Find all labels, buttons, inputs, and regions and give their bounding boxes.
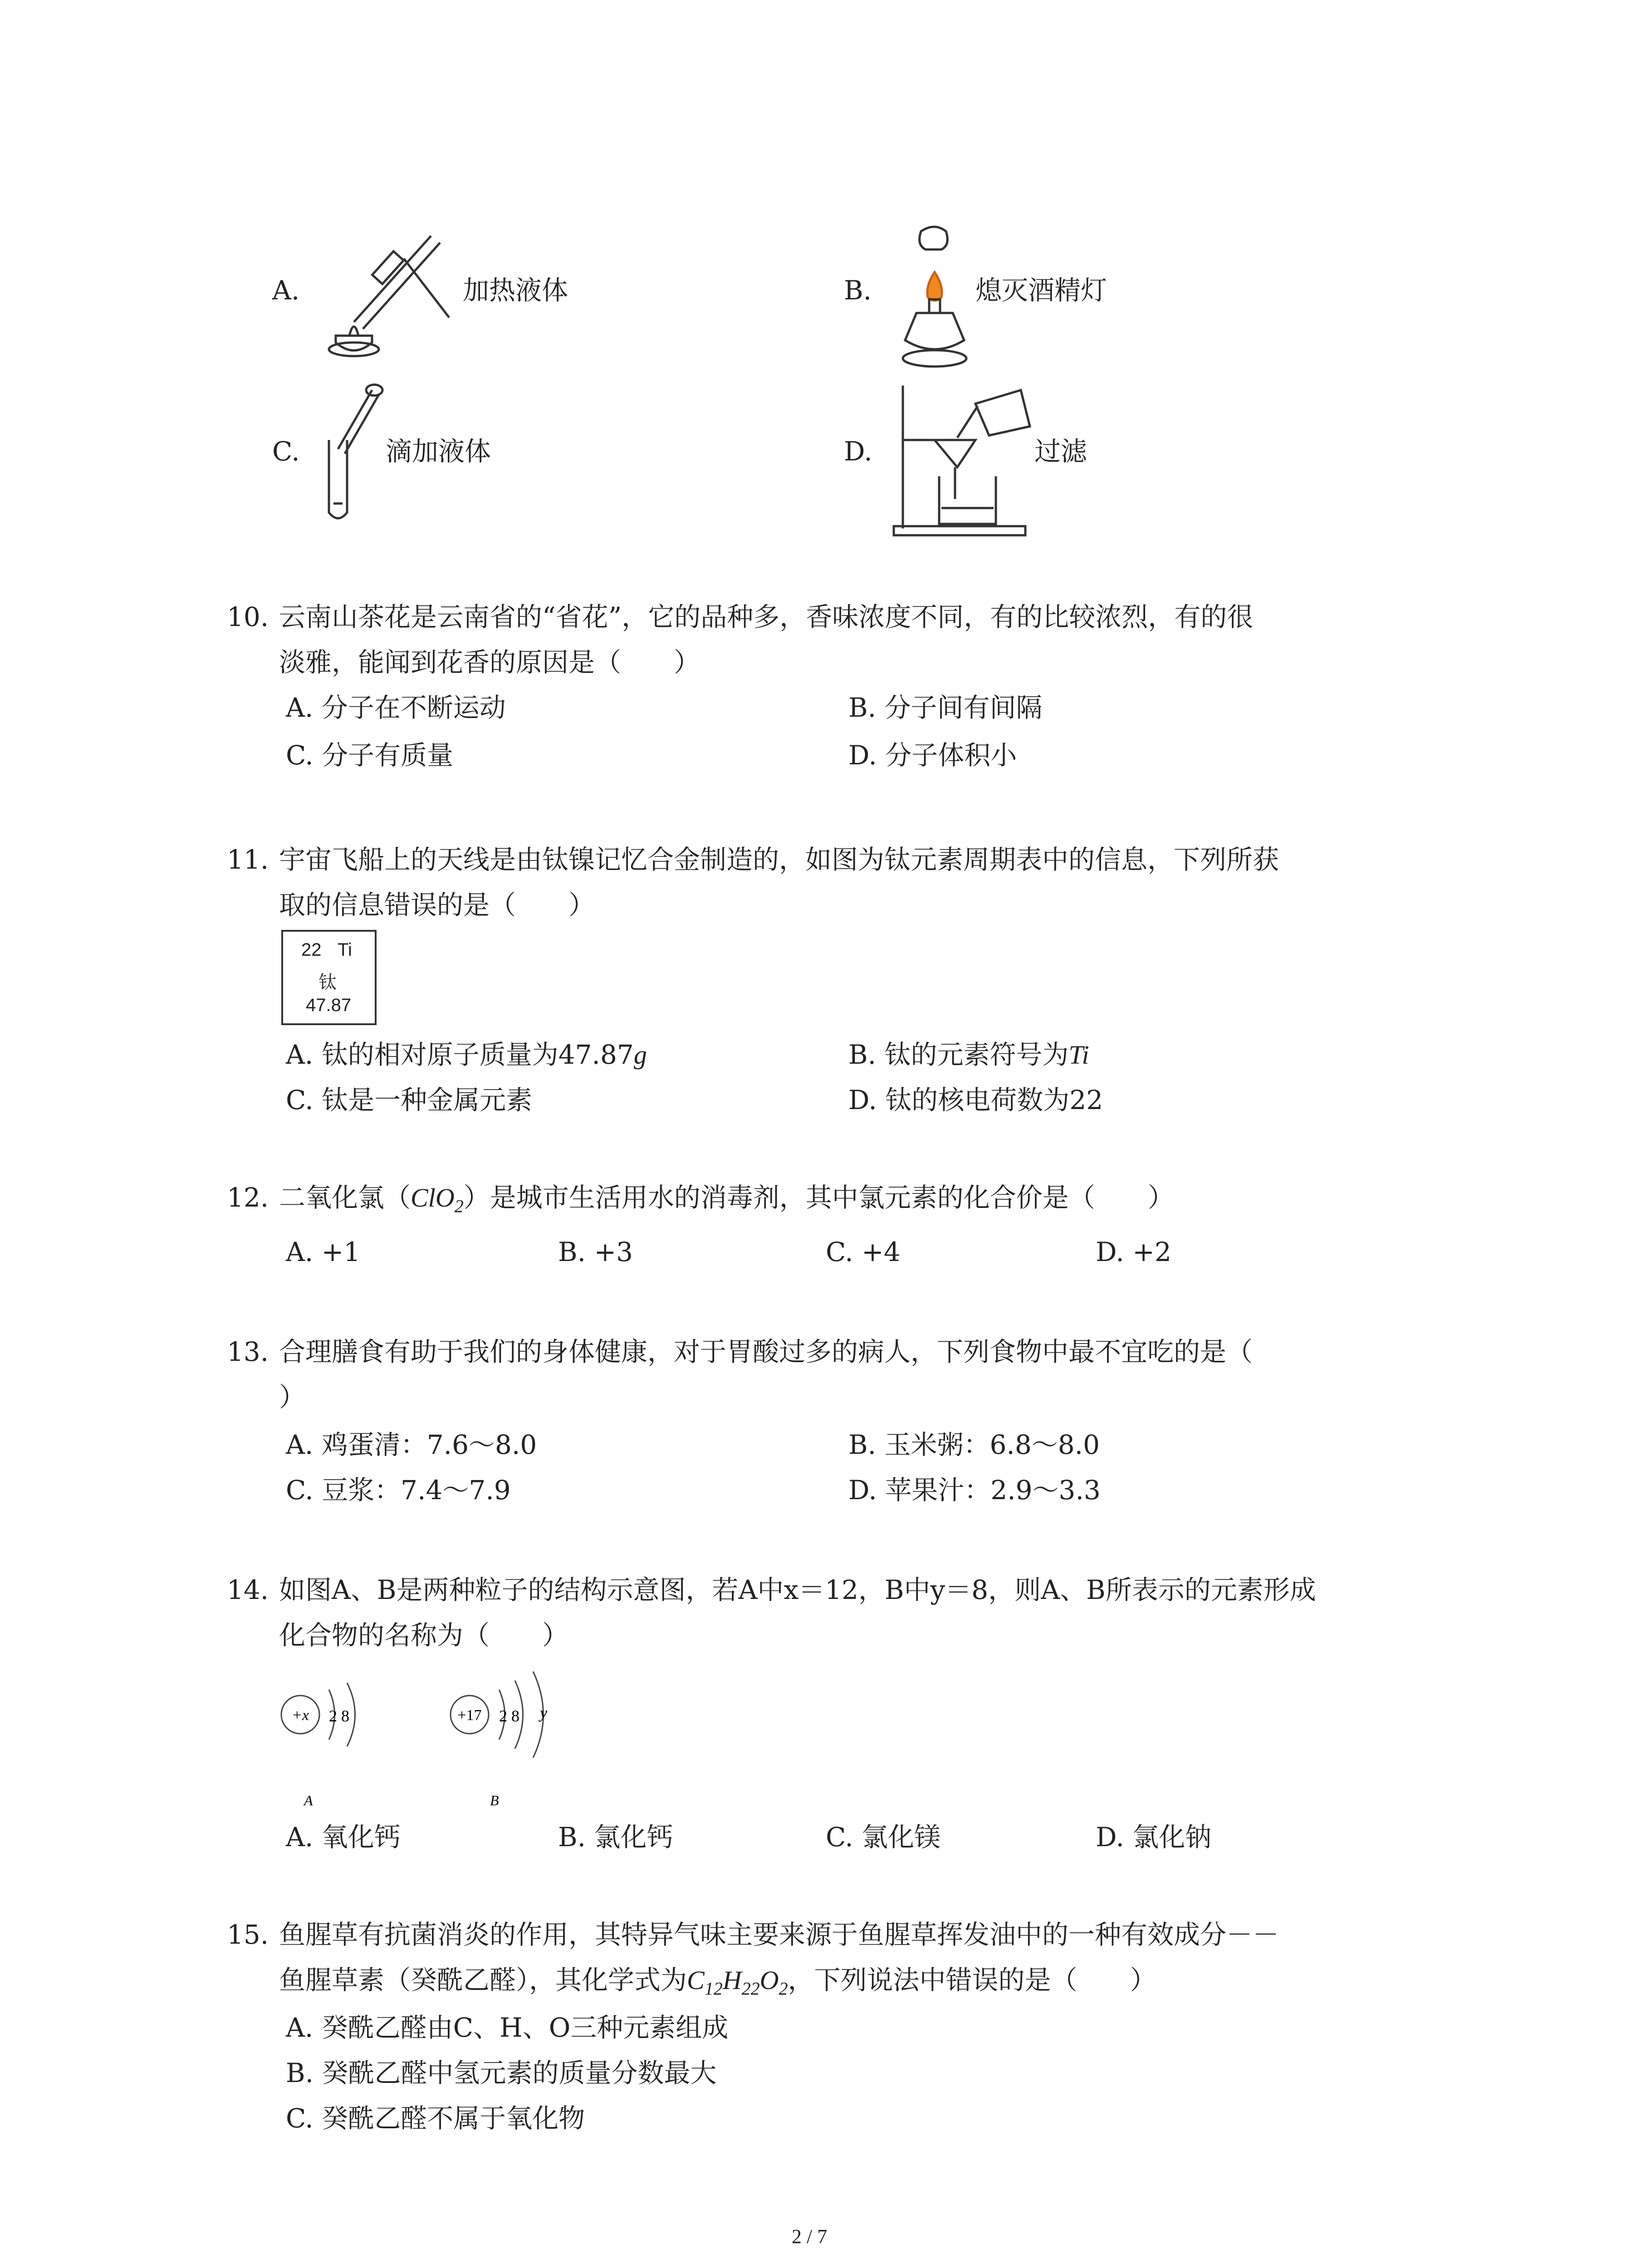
q11-option-c: C. 钛是一种金属元素 <box>286 1085 533 1115</box>
q12-number: 12. <box>227 1182 269 1213</box>
q9-option-d-letter: D. <box>844 436 872 467</box>
tile-mass: 47.87 <box>306 995 352 1015</box>
q14-stem-line2: 化合物的名称为（ ） <box>279 1620 569 1651</box>
atom-b-outer-shell: y <box>540 1704 547 1722</box>
q10-option-b: B. 分子间有间隔 <box>848 692 1043 723</box>
filtration-icon <box>885 372 1048 540</box>
q13-stem-line2: ） <box>279 1382 306 1413</box>
q12-option-b: B. +3 <box>558 1237 633 1267</box>
titanium-element-tile <box>281 930 377 1025</box>
q14-option-b: B. 氯化钙 <box>558 1822 673 1853</box>
q13-number: 13. <box>227 1336 269 1367</box>
q11-number: 11. <box>227 844 269 875</box>
q14-option-d: D. 氯化钠 <box>1096 1822 1212 1853</box>
q13-option-b: B. 玉米粥：6.8～8.0 <box>848 1429 1100 1460</box>
q12-stem: 二氧化氯（ClO$_2$）是城市生活用水的消毒剂，其中氯元素的化合价是（ ） <box>279 1182 1174 1217</box>
page-number: 2 / 7 <box>792 2225 828 2248</box>
q10-option-d: D. 分子体积小 <box>848 740 1017 771</box>
q10-option-a: A. 分子在不断运动 <box>286 692 506 723</box>
q9-option-a-letter: A. <box>272 275 300 306</box>
q15-stem-line1: 鱼腥草有抗菌消炎的作用，其特异气味主要来源于鱼腥草挥发油中的一种有效成分－－ <box>279 1919 1279 1950</box>
q11-stem-line1: 宇宙飞船上的天线是由钛镍记忆合金制造的，如图为钛元素周期表中的信息，下列所获 <box>279 844 1279 875</box>
atom-b-shells: 2 8 <box>499 1707 519 1725</box>
q11-stem-line2: 取的信息错误的是（ ） <box>279 890 595 920</box>
atom-a-nucleus: +x <box>291 1707 309 1724</box>
q13-option-a: A. 鸡蛋清：7.6～8.0 <box>286 1429 537 1460</box>
q11-option-d: D. 钛的核电荷数为22 <box>848 1085 1103 1115</box>
q11-option-b: B. 钛的元素符号为Ti <box>848 1039 1089 1070</box>
q9-option-c-text: 滴加液体 <box>386 436 491 467</box>
q12-option-a: A. +1 <box>286 1237 361 1267</box>
tile-symbol: Ti <box>338 940 352 960</box>
q13-option-c: C. 豆浆：7.4～7.9 <box>286 1475 511 1505</box>
q9-option-c-letter: C. <box>272 436 300 467</box>
atom-a-structure-diagram <box>272 1678 390 1810</box>
q15-number: 15. <box>227 1919 269 1950</box>
q10-stem-line2: 淡雅，能闻到花香的原因是（ ） <box>279 647 700 678</box>
q9-option-a-text: 加热液体 <box>463 275 568 306</box>
q14-number: 14. <box>227 1574 269 1605</box>
atom-b-nucleus: +17 <box>457 1707 482 1724</box>
q10-option-c: C. 分子有质量 <box>286 740 454 771</box>
q15-option-c: C. 癸酰乙醛不属于氧化物 <box>286 2103 585 2134</box>
dropping-liquid-icon <box>313 381 390 531</box>
q15-stem-line2: 鱼腥草素（癸酰乙醛），其化学式为$C_{12}H_{22}O_2$，下列说法中错误的是（ ） <box>279 1965 1156 1999</box>
q9-option-b-text: 熄灭酒精灯 <box>975 275 1107 306</box>
extinguish-alcohol-lamp-icon <box>889 222 980 372</box>
q10-stem-line1: 云南山茶花是云南省的“省花”，它的品种多，香味浓度不同，有的比较浓烈，有的很 <box>279 601 1254 632</box>
q14-option-c: C. 氯化镁 <box>826 1822 941 1853</box>
q11-option-a: A. 钛的相对原子质量为47.87g <box>286 1039 647 1070</box>
atom-b-label: B <box>490 1792 499 1809</box>
tile-name: 钛 <box>318 972 337 993</box>
q9-option-d-text: 过滤 <box>1034 436 1087 467</box>
tile-atomic-number: 22 <box>301 940 322 960</box>
q9-option-b-letter: B. <box>844 275 872 306</box>
q15-option-b: B. 癸酰乙醛中氢元素的质量分数最大 <box>286 2058 717 2088</box>
q12-option-d: D. +2 <box>1096 1237 1171 1267</box>
atom-a-label: A <box>304 1792 313 1809</box>
q12-option-c: C. +4 <box>826 1237 901 1267</box>
q13-stem-line1: 合理膳食有助于我们的身体健康，对于胃酸过多的病人，下列食物中最不宜吃的是（ <box>279 1336 1253 1367</box>
q14-stem-line1: 如图A、B是两种粒子的结构示意图，若A中x＝12，B中y＝8，则A、B所表示的元素形成 <box>279 1574 1316 1605</box>
q13-option-d: D. 苹果汁：2.9～3.3 <box>848 1475 1101 1505</box>
atom-b-structure-diagram <box>442 1665 592 1810</box>
heating-liquid-icon <box>318 227 467 363</box>
q15-option-a: A. 癸酰乙醛由C、H、O三种元素组成 <box>286 2012 729 2043</box>
q10-number: 10. <box>227 601 269 632</box>
atom-a-shells: 2 8 <box>329 1707 349 1725</box>
q14-option-a: A. 氧化钙 <box>286 1822 401 1853</box>
